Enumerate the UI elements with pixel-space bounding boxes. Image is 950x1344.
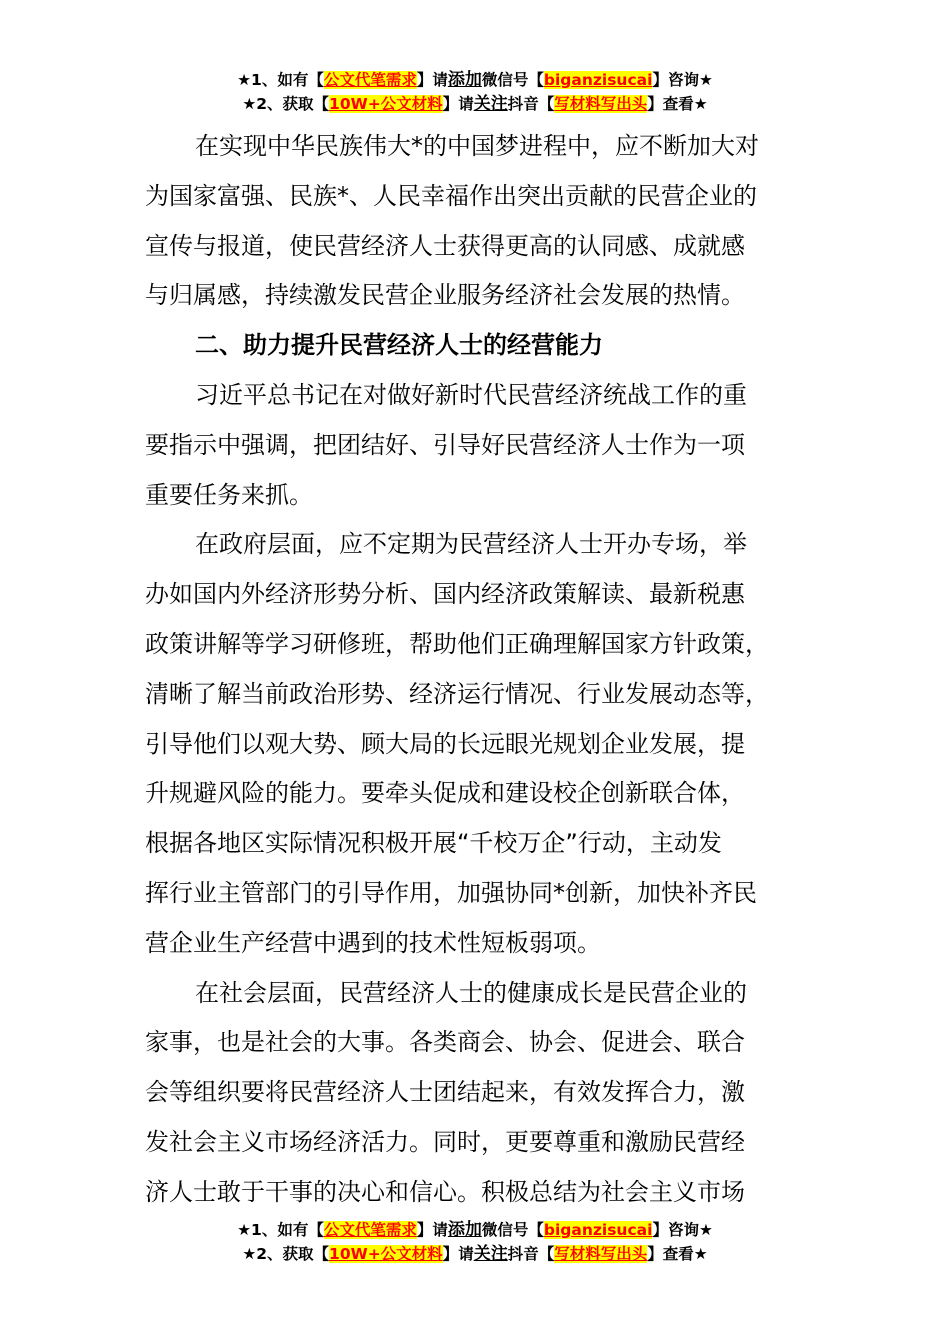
underlined-text: 关注 (473, 1244, 508, 1264)
section-heading (145, 325, 815, 375)
footer-banner (0, 1218, 950, 1266)
banner-text: 微信号【 (481, 71, 544, 89)
text-line: 在社会层面，民营经济人士的健康成长是民营企业的 (195, 978, 747, 1007)
highlight-text: 写材料写出头 (554, 1245, 648, 1263)
text-line: 习近平总书记在对做好新时代民营经济统战工作的重 (195, 380, 747, 409)
text-line: 营企业生产经营中遇到的技术性短板弱项。 (145, 928, 601, 957)
text-line: 在实现中华民族伟大*的中国梦进程中，应不断加大对 (195, 132, 759, 160)
underlined-text: 添加 (447, 70, 482, 90)
banner-text: ★2、获取【 (242, 95, 330, 113)
text-line: 挥行业主管部门的引导作用，加强协同*创新，加快补齐民 (145, 878, 757, 907)
paragraph (145, 524, 815, 972)
text-line: 家事，也是社会的大事。各类商会、协会、促进会、联合 (145, 1028, 745, 1057)
highlight-text: biganzisucai (543, 71, 653, 89)
paragraph (145, 375, 815, 524)
text-line: 二、助力提升民营经济人士的经营能力 (195, 331, 603, 360)
document-body (145, 126, 815, 1222)
text-line: 发社会主义市场经济活力。同时，更要尊重和激励民营经 (145, 1127, 745, 1156)
underlined-text: 关注 (473, 94, 508, 114)
banner-text: 】请 (416, 1221, 448, 1239)
paragraph (145, 126, 815, 325)
banner-text: ★1、如有【 (237, 1221, 324, 1239)
text-line: 与归属感，持续激发民营企业服务经济社会发展的热情。 (145, 281, 745, 310)
banner-line-2 (0, 92, 950, 116)
banner-text: 抖音【 (507, 95, 555, 113)
banner-text: ★1、如有【 (237, 71, 324, 89)
banner-text: 】请 (416, 71, 448, 89)
banner-text: 】查看★ (647, 95, 708, 113)
banner-text: 】查看★ (647, 1245, 708, 1263)
header-banner (0, 68, 950, 116)
banner-text: 】咨询★ (652, 1221, 713, 1239)
banner-text: 抖音【 (507, 1245, 555, 1263)
text-line: 引导他们以观大势、顾大局的长远眼光规划企业发展，提 (145, 729, 745, 758)
text-line: 为国家富强、民族*、人民幸福作出突出贡献的民营企业的 (145, 181, 757, 210)
text-line: 清晰了解当前政治形势、经济运行情况、行业发展动态等， (145, 679, 769, 708)
text-line: 升规避风险的能力。要牵头促成和建设校企创新联合体， (145, 779, 745, 808)
banner-text: 】咨询★ (652, 71, 713, 89)
text-line: 济人士敢于干事的决心和信心。积极总结为社会主义市场 (145, 1177, 745, 1206)
highlight-text: 公文代笔需求 (323, 71, 417, 89)
banner-text: 】请 (442, 95, 474, 113)
text-line: 在政府层面，应不定期为民营经济人士开办专场，举 (195, 530, 747, 559)
banner-line-2 (0, 1242, 950, 1266)
text-line: 政策讲解等学习研修班，帮助他们正确理解国家方针政策， (145, 629, 769, 658)
highlight-text: 公文代笔需求 (323, 1221, 417, 1239)
paragraph (145, 973, 815, 1222)
highlight-text: 10W+公文材料 (329, 95, 443, 113)
underlined-text: 添加 (447, 1220, 482, 1240)
banner-line-1 (0, 1218, 950, 1242)
banner-text: 】请 (442, 1245, 474, 1263)
text-line: 办如国内外经济形势分析、国内经济政策解读、最新税惠 (145, 580, 745, 609)
highlight-text: biganzisucai (543, 1221, 653, 1239)
highlight-text: 写材料写出头 (554, 95, 648, 113)
text-line: 根据各地区实际情况积极开展“千校万企”行动，主动发 (145, 829, 722, 858)
banner-line-1 (0, 68, 950, 92)
text-line: 宣传与报道，使民营经济人士获得更高的认同感、成就感 (145, 231, 745, 260)
text-line: 要指示中强调，把团结好、引导好民营经济人士作为一项 (145, 430, 745, 459)
text-line: 重要任务来抓。 (145, 480, 313, 509)
highlight-text: 10W+公文材料 (329, 1245, 443, 1263)
text-line: 会等组织要将民营经济人士团结起来，有效发挥合力，激 (145, 1078, 745, 1107)
banner-text: ★2、获取【 (242, 1245, 330, 1263)
banner-text: 微信号【 (481, 1221, 544, 1239)
